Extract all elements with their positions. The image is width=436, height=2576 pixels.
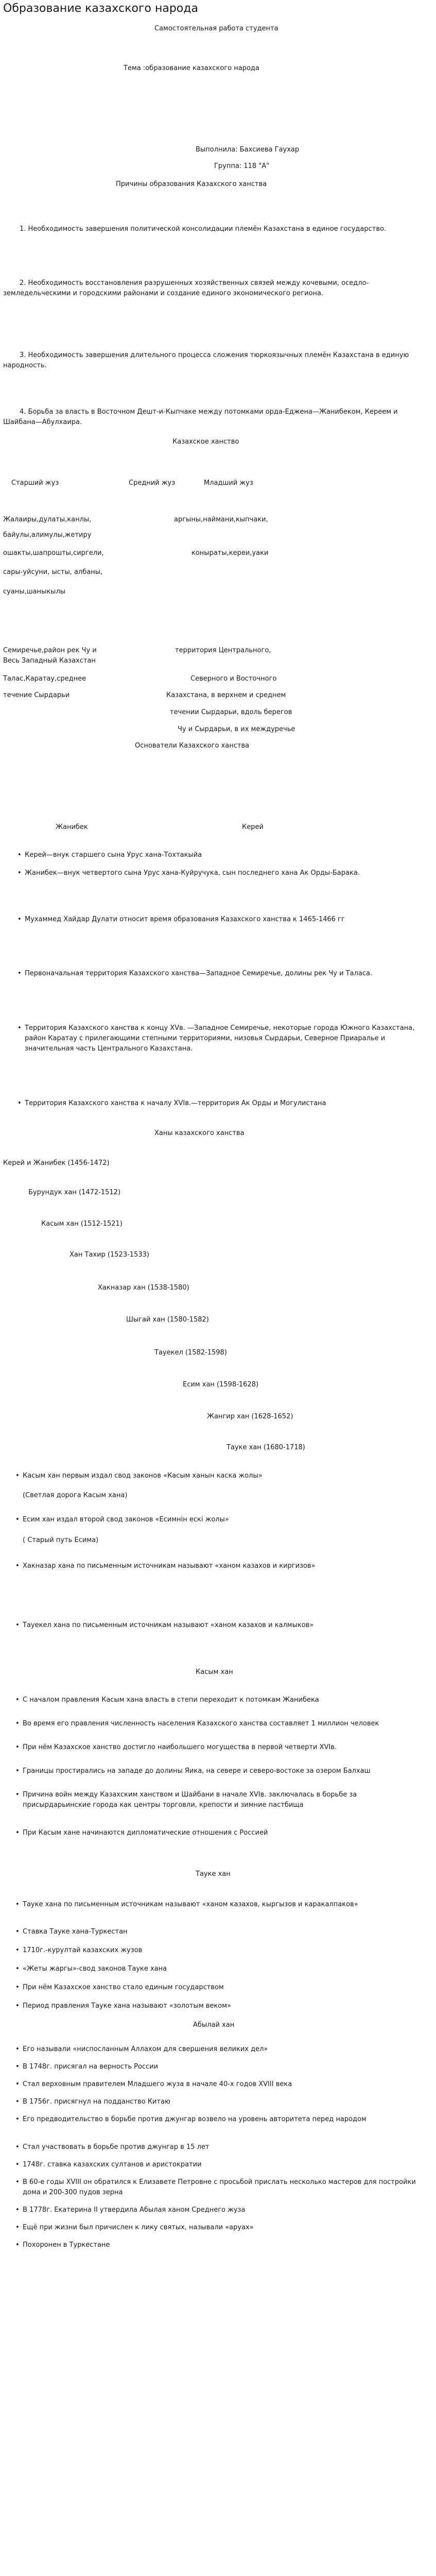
list-item: • «Жеты жаргы»-свод законов Тауке хана	[23, 1964, 424, 1974]
list-item: • При нём Казахское ханство достигло наибольшего могущества в первой четверти XVIв.	[23, 1742, 424, 1753]
list-item: • Его предводительство в борьбе против джунгар возвело на уровень авторитета перед народом	[23, 2114, 424, 2125]
territory-mid-line: течении Сырдарьи, вдоль берегов	[170, 708, 292, 716]
middle-tribes-line: коныраты,кереи,уаки	[191, 549, 269, 557]
list-item: • Ещё при жизни был причислен к лику святых, называли «аруах»	[23, 2223, 424, 2233]
author: Выполнила: Бахсиева Гаухар	[196, 146, 300, 154]
list-item: • Похоронен в Туркестане	[23, 2240, 424, 2250]
kasym-title: Касым хан	[196, 1668, 233, 1676]
list-item: • Тауекел хана по письменным источникам называют «ханом казахов и калмыков»	[23, 1620, 424, 1631]
senior-tribes-line: суаны,шаныкылы	[3, 588, 66, 596]
theme: Тема :образование казахского народа	[124, 64, 259, 72]
list-item: • 1710г.-курултай казахских жузов	[23, 1945, 424, 1956]
list-item: • Его называли «ниспосланным Аллахом для свершения великих дел»	[23, 2044, 424, 2055]
territory-left-line: Талас,Каратау,среднее	[3, 675, 86, 683]
senior-tribes-line: ошакты,шапрошты,сиргели,	[3, 549, 104, 557]
list-item: • Во время его правления численность населения Казахского ханства составляет 1 миллион человек	[23, 1719, 424, 1729]
list-item: • Территория Казахского ханства к концу XVв. —Западное Семиречье, некоторые города Южного Казахстана, район Каратау с прилегающими степными территориями, низовья Сырдарьи, Северное Приаралье и значительная часть Центрального Казахстана.	[25, 1023, 426, 1054]
reason-3: 3. Необходимость завершения длительного процесса сложения тюркоязычных племён Казахстана в единую народность.	[3, 351, 409, 369]
territory-mid-line: территория Центрального,	[175, 647, 271, 654]
group: Группа: 118 "А"	[214, 162, 270, 170]
list-item: • Первоначальная территория Казахского ханства—Западное Семиречье, долины рек Чу и Таласа.	[25, 969, 426, 979]
list-item: • С началом правления Касым хана власть в степи переходит к потомкам Жанибека	[23, 1695, 424, 1705]
zhuz-senior: Старший жуз	[11, 479, 59, 487]
khan-entry: Тауекел (1582-1598)	[154, 1349, 227, 1357]
list-item: • В 1748г. присягал на верность России	[23, 2062, 424, 2072]
reasons-title: Причины образования Казахского ханства	[116, 180, 267, 188]
list-item: • Керей—внук старшего сына Урус хана-Тохтакыйа	[25, 850, 426, 860]
reason-1: 1. Необходимость завершения политической консолидации племён Казахстана в единое государство.	[20, 225, 387, 233]
list-item: • Территория Казахского ханства к началу XVIв.—территория Ак Орды и Могулистана	[25, 1098, 426, 1109]
khan-entry: Шыгай хан (1580-1582)	[126, 1316, 209, 1324]
territory-mid-line: Чу и Сырдарьи, в их междуречье	[178, 725, 295, 733]
khan-entry: Есим хан (1598-1628)	[183, 1381, 259, 1388]
list-item: • Стал участвовать в борьбе против джунгар в 15 лет	[23, 2142, 424, 2153]
khan-entry: Жангир хан (1628-1652)	[207, 1413, 293, 1420]
khan-entry: Бурундук хан (1472-1512)	[28, 1189, 121, 1196]
list-item: • В 60-е годы XVIII он обратился к Елизавете Петровне с просьбой прислать несколько мастеров для постройки дома и 200-300 пудов зерна	[23, 2177, 424, 2198]
zhuz-middle: Средний жуз	[129, 479, 176, 487]
senior-tribes-line: байулы,алимулы,жетиру	[3, 531, 92, 539]
list-item: • Ставка Тауке хана-Туркестан	[23, 1927, 424, 1937]
founder-kerei: Керей	[242, 823, 264, 831]
tauke-title: Тауке хан	[196, 1870, 231, 1878]
list-item: • Стал верховным правителем Младшего жуза в начале 40-х годов XVIII века	[23, 2079, 424, 2090]
territory-left-line: Семиречье,район рек Чу и	[3, 647, 97, 654]
list-item: • При нём Казахское ханство стало единым государством	[23, 1982, 424, 1993]
list-item: • Мухаммед Хайдар Дулати относит время образования Казахского ханства к 1465-1466 гг	[25, 914, 426, 925]
reason-4: 4. Борьба за власть в Восточном Дешт-и-Кыпчаке между потомками орда-Еджена—Жанибеком, Кереем и Шайбана—Абулхаира.	[3, 408, 398, 426]
list-item: • Причина войн между Казахским ханством и Шайбани в начале XVIв. заключалась в борьбе за присырдарьинские города как центры торговли, крепости и зимние пастбища	[23, 1790, 424, 1810]
khanate-title: Казахское ханство	[172, 438, 239, 446]
khans-title: Ханы казахского ханства	[154, 1129, 245, 1137]
list-item: • Жанибек—внук четвертого сына Урус хана-Куйручука, сын последнего хана Ак Орды-Барака.	[25, 868, 426, 878]
list-item: • Хакназар хана по письменным источникам называют «ханом казахов и киргизов»	[23, 1561, 424, 1571]
list-item: • Тауке хана по письменным источникам называют «ханом казахов, кыргызов и каракалпаков»	[23, 1900, 424, 1910]
senior-tribes-line: сары-уйсуни, ысты, албаны,	[3, 568, 103, 576]
list-item: • Касым хан первым издал свод законов «Касым ханын каска жолы»	[23, 1471, 424, 1481]
senior-tribes-line: Жалаиры,дулаты,канлы,	[3, 516, 92, 523]
subtitle: Самостоятельная работа студента	[154, 25, 278, 32]
khan-entry: Керей и Жанибек (1456-1472)	[3, 1159, 110, 1167]
khan-entry: Касым хан (1512-1521)	[41, 1220, 123, 1228]
law-translation: (Светлая дорога Касым хана)	[23, 1492, 128, 1499]
list-item: • Есим хан издал второй свод законов «Есимнін ескі жолы»	[23, 1515, 424, 1525]
territory-left-line: течение Сырдарьи	[3, 691, 70, 699]
list-item: • 1748г. ставка казахских султанов и аристократии	[23, 2160, 424, 2170]
list-item: • При Касым хане начинаются дипломатические отношения с Россией	[23, 1828, 424, 1838]
territory-left-line: Весь Западный Казахстан	[3, 657, 96, 665]
list-item: • Границы простирались на западе до долины Яика, на севере и северо-востоке за озером Балхаш	[23, 1766, 424, 1776]
middle-tribes-line: аргыны,наймани,кыпчаки,	[174, 516, 268, 523]
document-title: Образование казахского народа	[3, 2, 198, 15]
law-translation: ( Старый путь Есима)	[23, 1536, 99, 1544]
abylai-title: Абылай хан	[193, 2021, 235, 2029]
founders-title: Основатели Казахского ханства	[135, 742, 250, 750]
list-item: • Период правления Тауке хана называют «золотым веком»	[23, 2001, 424, 2011]
zhuz-junior: Младший жуз	[204, 479, 253, 487]
territory-mid-line: Казахстана, в верхнем и среднем	[166, 691, 286, 699]
list-item: • В 1756г. присягнул на подданство Китаю	[23, 2097, 424, 2107]
khan-entry: Тауке хан (1680-1718)	[226, 1444, 305, 1451]
reason-2: 2. Необходимость восстановления разрушенных хозяйственных связей между кочевыми, оседло-земледельческими и городскими районами и создание единого экономического региона.	[3, 279, 369, 297]
khan-entry: Хан Тахир (1523-1533)	[69, 1251, 149, 1259]
khan-entry: Хакназар хан (1538-1580)	[98, 1284, 189, 1292]
territory-mid-line: Северного и Восточного	[190, 675, 277, 683]
list-item: • В 1778г. Екатерина II утвердила Абылая ханом Среднего жуза	[23, 2205, 424, 2215]
founder-zhanibek: Жанибек	[56, 823, 88, 831]
